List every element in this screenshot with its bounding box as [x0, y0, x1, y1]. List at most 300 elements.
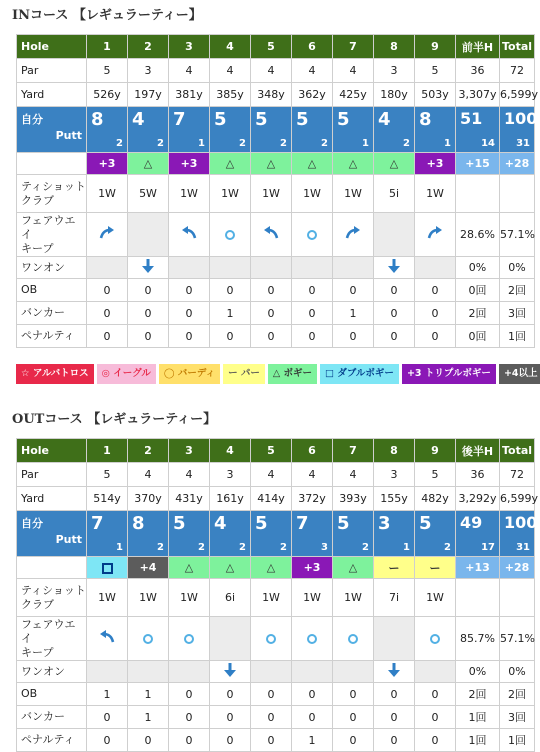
par-row — [17, 463, 535, 487]
penalty-value: 0 — [415, 729, 456, 752]
stroke-count: 5 — [419, 513, 432, 534]
bunker-value: 0 — [374, 302, 415, 325]
penalty-value: 0 — [251, 729, 292, 752]
one-on-cell — [374, 661, 415, 683]
score-label — [17, 107, 87, 153]
one-on-cell — [251, 661, 292, 683]
putt-label: Putt — [55, 533, 82, 546]
hole-number: 8 — [374, 35, 415, 59]
tee-club-row — [17, 579, 535, 617]
in-scorecard — [16, 34, 539, 348]
penalty-value: 0 — [128, 729, 169, 752]
fairway-cell — [292, 617, 333, 661]
fairway-hit-ring-icon — [307, 230, 317, 240]
bunker-value-half: 1回 — [456, 706, 500, 729]
fairway-total: 57.1% — [500, 617, 535, 661]
bunker-value: 0 — [169, 706, 210, 729]
stroke-count: 8 — [91, 109, 104, 130]
tee-club-value: 1W — [333, 175, 374, 213]
self-label: 自分 — [21, 517, 43, 530]
ob-value: 0 — [169, 279, 210, 302]
ob-value: 0 — [251, 279, 292, 302]
result-cell: △ — [292, 153, 333, 175]
ob-value: 0 — [210, 279, 251, 302]
par-value: 5 — [87, 59, 128, 83]
tee-club-value: 1W — [87, 175, 128, 213]
putt-count: 2 — [321, 138, 328, 149]
ob-value: 0 — [415, 683, 456, 706]
yard-value: 425y — [333, 83, 374, 107]
yard-row — [17, 83, 535, 107]
par-value: 4 — [169, 59, 210, 83]
fairway-cell — [169, 617, 210, 661]
fairway-cell — [87, 617, 128, 661]
hole-header-row — [17, 35, 535, 59]
result-label-blank — [17, 153, 87, 175]
ob-value-total: 2回 — [500, 279, 535, 302]
yard-value: 526y — [87, 83, 128, 107]
putt-count: 1 — [444, 138, 451, 149]
penalty-label: ペナルティ — [17, 325, 87, 348]
score-total-cell — [500, 107, 538, 153]
one-on-cell — [415, 661, 456, 683]
putt-count: 1 — [362, 138, 369, 149]
par-value: 3 — [128, 59, 169, 83]
ob-value-half: 0回 — [456, 279, 500, 302]
result-label-blank — [17, 557, 87, 579]
total-header: Total — [500, 35, 535, 59]
score-cell — [292, 107, 333, 153]
curve-left-arrow-icon — [263, 226, 279, 243]
one-on-cell — [333, 257, 374, 279]
hole-number: 1 — [87, 439, 128, 463]
yard-value: 385y — [210, 83, 251, 107]
hole-number: 7 — [333, 35, 374, 59]
legend-double-bogey: □ ダブルボギー — [320, 364, 399, 384]
stroke-count: 3 — [378, 513, 391, 534]
ob-value: 0 — [374, 279, 415, 302]
half-header: 前半H — [456, 35, 500, 59]
one-on-row — [17, 661, 535, 683]
fairway-cell — [333, 213, 374, 257]
stroke-total: 100 — [504, 513, 538, 532]
hole-header-row — [17, 439, 535, 463]
score-row — [17, 107, 535, 153]
penalty-value: 1 — [292, 729, 333, 752]
stroke-count: 4 — [214, 513, 227, 534]
yard-value: 161y — [210, 487, 251, 511]
putt-count: 2 — [116, 138, 123, 149]
bunker-value: 0 — [210, 706, 251, 729]
penalty-row — [17, 729, 535, 752]
par-value: 4 — [251, 59, 292, 83]
penalty-value: 0 — [87, 729, 128, 752]
one-on-cell — [128, 257, 169, 279]
result-row — [17, 557, 535, 579]
ob-value: 0 — [251, 683, 292, 706]
par-value: 4 — [251, 463, 292, 487]
hole-number: 6 — [292, 439, 333, 463]
result-cell: △ — [374, 153, 415, 175]
score-cell — [87, 107, 128, 153]
one-on-total: 0% — [500, 257, 535, 279]
result-cell: ー — [415, 557, 456, 579]
par-value: 4 — [292, 59, 333, 83]
bunker-value: 1 — [128, 706, 169, 729]
stroke-count: 8 — [132, 513, 145, 534]
result-half: +15 — [456, 153, 500, 175]
result-cell: +4 — [128, 557, 169, 579]
bunker-row — [17, 302, 535, 325]
one-on-cell — [87, 661, 128, 683]
penalty-value: 0 — [128, 325, 169, 348]
legend-par: ー パー — [223, 364, 265, 384]
par-value: 4 — [292, 463, 333, 487]
yard-value-total: 6,599y — [500, 83, 535, 107]
ob-value: 0 — [374, 683, 415, 706]
tee-club-row — [17, 175, 535, 213]
stroke-count: 5 — [255, 513, 268, 534]
yard-value: 381y — [169, 83, 210, 107]
score-cell — [415, 511, 456, 557]
par-value: 3 — [374, 463, 415, 487]
hole-number: 3 — [169, 439, 210, 463]
putt-total: 31 — [516, 138, 530, 149]
one-on-cell — [415, 257, 456, 279]
bunker-value: 0 — [415, 706, 456, 729]
hole-number: 3 — [169, 35, 210, 59]
result-cell: △ — [251, 557, 292, 579]
score-cell — [415, 107, 456, 153]
stroke-count: 8 — [419, 109, 432, 130]
stroke-count: 7 — [296, 513, 309, 534]
fairway-cell — [415, 617, 456, 661]
tee-club-value: 1W — [169, 175, 210, 213]
ob-value: 1 — [87, 683, 128, 706]
legend-triple-bogey: +3 トリプルボギー — [402, 364, 496, 384]
fairway-cell — [128, 617, 169, 661]
curve-right-arrow-icon — [99, 226, 115, 243]
penalty-value: 0 — [333, 325, 374, 348]
yard-value: 393y — [333, 487, 374, 511]
fairway-cell — [87, 213, 128, 257]
fairway-cell — [374, 617, 415, 661]
fairway-cell — [210, 617, 251, 661]
yard-value-half: 3,292y — [456, 487, 500, 511]
yard-value-half: 3,307y — [456, 83, 500, 107]
down-arrow-icon — [388, 663, 400, 680]
hole-number: 2 — [128, 439, 169, 463]
penalty-row — [17, 325, 535, 348]
bunker-value: 1 — [210, 302, 251, 325]
fairway-label: フェアウエイ キープ — [17, 213, 87, 257]
penalty-value: 0 — [374, 325, 415, 348]
putt-label: Putt — [55, 129, 82, 142]
fairway-row — [17, 213, 535, 257]
ob-value-half: 2回 — [456, 683, 500, 706]
tee-club-value: 1W — [333, 579, 374, 617]
score-cell — [374, 107, 415, 153]
bunker-value: 0 — [87, 302, 128, 325]
one-on-cell — [210, 661, 251, 683]
fairway-half: 85.7% — [456, 617, 500, 661]
out-course-title: OUTコース 【レギュラーティー】 — [12, 412, 217, 427]
tee-club-value: 1W — [415, 175, 456, 213]
tee-club-label: ティショット クラブ — [17, 175, 87, 213]
putt-total: 31 — [516, 542, 530, 553]
result-cell: △ — [128, 153, 169, 175]
par-value: 4 — [210, 59, 251, 83]
tee-club-value: 7i — [374, 579, 415, 617]
ob-value: 0 — [292, 683, 333, 706]
bunker-value: 1 — [333, 302, 374, 325]
stroke-half: 49 — [460, 513, 483, 532]
bunker-value-total: 3回 — [500, 302, 535, 325]
down-arrow-icon — [388, 259, 400, 276]
result-cell: △ — [210, 557, 251, 579]
one-on-half: 0% — [456, 661, 500, 683]
yard-value: 414y — [251, 487, 292, 511]
in-course-title: INコース 【レギュラーティー】 — [12, 8, 202, 23]
hole-header-label: Hole — [17, 439, 87, 463]
hole-header-label: Hole — [17, 35, 87, 59]
tee-club-half — [456, 579, 500, 617]
score-half-cell — [456, 107, 500, 153]
total-header: Total — [500, 439, 535, 463]
yard-value: 431y — [169, 487, 210, 511]
par-label: Par — [17, 463, 87, 487]
fairway-row — [17, 617, 535, 661]
ob-value: 0 — [128, 279, 169, 302]
stroke-count: 4 — [132, 109, 145, 130]
tee-club-value: 1W — [415, 579, 456, 617]
par-value: 5 — [415, 463, 456, 487]
curve-left-arrow-icon — [99, 630, 115, 647]
ob-label: OB — [17, 279, 87, 302]
result-total: +28 — [500, 557, 535, 579]
fairway-cell — [251, 617, 292, 661]
stroke-half: 51 — [460, 109, 483, 128]
penalty-value: 0 — [169, 325, 210, 348]
one-on-cell — [292, 661, 333, 683]
fairway-cell — [333, 617, 374, 661]
par-value: 3 — [374, 59, 415, 83]
fairway-total: 57.1% — [500, 213, 535, 257]
tee-club-value: 1W — [169, 579, 210, 617]
half-header: 後半H — [456, 439, 500, 463]
stroke-count: 5 — [173, 513, 186, 534]
score-label — [17, 511, 87, 557]
yard-value: 370y — [128, 487, 169, 511]
one-on-half: 0% — [456, 257, 500, 279]
ob-value: 0 — [210, 683, 251, 706]
one-on-cell — [333, 661, 374, 683]
result-cell: △ — [210, 153, 251, 175]
par-value-total: 72 — [500, 463, 535, 487]
putt-count: 2 — [239, 138, 246, 149]
putt-count: 2 — [362, 542, 369, 553]
par-value: 4 — [333, 59, 374, 83]
ob-value: 0 — [87, 279, 128, 302]
hole-number: 9 — [415, 439, 456, 463]
fairway-cell — [292, 213, 333, 257]
yard-value: 197y — [128, 83, 169, 107]
penalty-value: 0 — [169, 729, 210, 752]
tee-club-value: 5W — [128, 175, 169, 213]
fairway-cell — [169, 213, 210, 257]
putt-count: 2 — [403, 138, 410, 149]
curve-left-arrow-icon — [181, 226, 197, 243]
putt-count: 2 — [157, 138, 164, 149]
ob-label: OB — [17, 683, 87, 706]
fairway-cell — [374, 213, 415, 257]
stroke-count: 7 — [173, 109, 186, 130]
stroke-count: 4 — [378, 109, 391, 130]
score-half-cell — [456, 511, 500, 557]
one-on-cell — [128, 661, 169, 683]
fairway-hit-ring-icon — [266, 634, 276, 644]
score-cell — [251, 107, 292, 153]
score-row — [17, 511, 535, 557]
score-cell — [374, 511, 415, 557]
score-cell — [169, 107, 210, 153]
penalty-value-half: 1回 — [456, 729, 500, 752]
tee-club-value: 1W — [292, 579, 333, 617]
ob-value: 0 — [333, 279, 374, 302]
yard-value: 348y — [251, 83, 292, 107]
stroke-total: 100 — [504, 109, 538, 128]
yard-value: 372y — [292, 487, 333, 511]
stroke-count: 5 — [214, 109, 227, 130]
fairway-label: フェアウエイ キープ — [17, 617, 87, 661]
result-cell: △ — [333, 153, 374, 175]
putt-count: 2 — [444, 542, 451, 553]
yard-value: 482y — [415, 487, 456, 511]
par-value-total: 72 — [500, 59, 535, 83]
bunker-value: 0 — [374, 706, 415, 729]
bunker-label: バンカー — [17, 302, 87, 325]
legend-plus4: +4以上 — [499, 364, 540, 384]
self-label: 自分 — [21, 113, 43, 126]
yard-value: 503y — [415, 83, 456, 107]
penalty-label: ペナルティ — [17, 729, 87, 752]
tee-club-value: 6i — [210, 579, 251, 617]
penalty-value: 0 — [374, 729, 415, 752]
hole-number: 9 — [415, 35, 456, 59]
result-cell: +3 — [415, 153, 456, 175]
score-cell — [251, 511, 292, 557]
score-cell — [292, 511, 333, 557]
one-on-cell — [169, 661, 210, 683]
hole-number: 5 — [251, 35, 292, 59]
hole-number: 6 — [292, 35, 333, 59]
ob-row — [17, 683, 535, 706]
stroke-count: 5 — [255, 109, 268, 130]
one-on-row — [17, 257, 535, 279]
hole-number: 4 — [210, 439, 251, 463]
result-cell — [87, 557, 128, 579]
bunker-label: バンカー — [17, 706, 87, 729]
putt-count: 1 — [403, 542, 410, 553]
par-value: 5 — [87, 463, 128, 487]
penalty-value: 0 — [251, 325, 292, 348]
bunker-value: 0 — [87, 706, 128, 729]
yard-value: 180y — [374, 83, 415, 107]
fairway-half: 28.6% — [456, 213, 500, 257]
bunker-value: 0 — [292, 706, 333, 729]
fairway-hit-ring-icon — [225, 230, 235, 240]
tee-club-value: 1W — [87, 579, 128, 617]
putt-count: 1 — [198, 138, 205, 149]
par-value: 4 — [128, 463, 169, 487]
putt-count: 2 — [198, 542, 205, 553]
bunker-row — [17, 706, 535, 729]
tee-club-value: 1W — [251, 175, 292, 213]
out-scorecard — [16, 438, 539, 752]
one-on-total: 0% — [500, 661, 535, 683]
result-cell: △ — [333, 557, 374, 579]
penalty-value: 0 — [415, 325, 456, 348]
down-arrow-icon — [142, 259, 154, 276]
par-value: 3 — [210, 463, 251, 487]
ob-value: 0 — [333, 683, 374, 706]
one-on-cell — [169, 257, 210, 279]
tee-club-label: ティショット クラブ — [17, 579, 87, 617]
curve-right-arrow-icon — [427, 226, 443, 243]
fairway-hit-ring-icon — [184, 634, 194, 644]
curve-right-arrow-icon — [345, 226, 361, 243]
fairway-hit-ring-icon — [143, 634, 153, 644]
ob-value-total: 2回 — [500, 683, 535, 706]
yard-value-total: 6,599y — [500, 487, 535, 511]
putt-count: 1 — [116, 542, 123, 553]
stroke-count: 5 — [296, 109, 309, 130]
result-cell: +3 — [87, 153, 128, 175]
tee-club-value: 5i — [374, 175, 415, 213]
tee-club-value: 1W — [210, 175, 251, 213]
fairway-cell — [210, 213, 251, 257]
result-cell: +3 — [169, 153, 210, 175]
penalty-value: 0 — [292, 325, 333, 348]
bunker-value: 0 — [251, 706, 292, 729]
putt-half: 14 — [481, 138, 495, 149]
bunker-value: 0 — [169, 302, 210, 325]
legend-albatross: ☆ アルバトロス — [16, 364, 94, 384]
down-arrow-icon — [224, 663, 236, 680]
bunker-value-half: 2回 — [456, 302, 500, 325]
par-row — [17, 59, 535, 83]
fairway-cell — [415, 213, 456, 257]
tee-club-total — [500, 175, 535, 213]
putt-count: 2 — [280, 542, 287, 553]
result-legend — [16, 364, 540, 388]
hole-number: 2 — [128, 35, 169, 59]
score-cell — [128, 107, 169, 153]
one-on-cell — [374, 257, 415, 279]
penalty-value: 0 — [210, 325, 251, 348]
one-on-cell — [210, 257, 251, 279]
yard-value: 514y — [87, 487, 128, 511]
putt-half: 17 — [481, 542, 495, 553]
one-on-label: ワンオン — [17, 257, 87, 279]
ob-value: 1 — [128, 683, 169, 706]
ob-value: 0 — [415, 279, 456, 302]
stroke-count: 7 — [91, 513, 104, 534]
penalty-value-total: 1回 — [500, 729, 535, 752]
par-label: Par — [17, 59, 87, 83]
putt-count: 2 — [239, 542, 246, 553]
yard-row — [17, 487, 535, 511]
